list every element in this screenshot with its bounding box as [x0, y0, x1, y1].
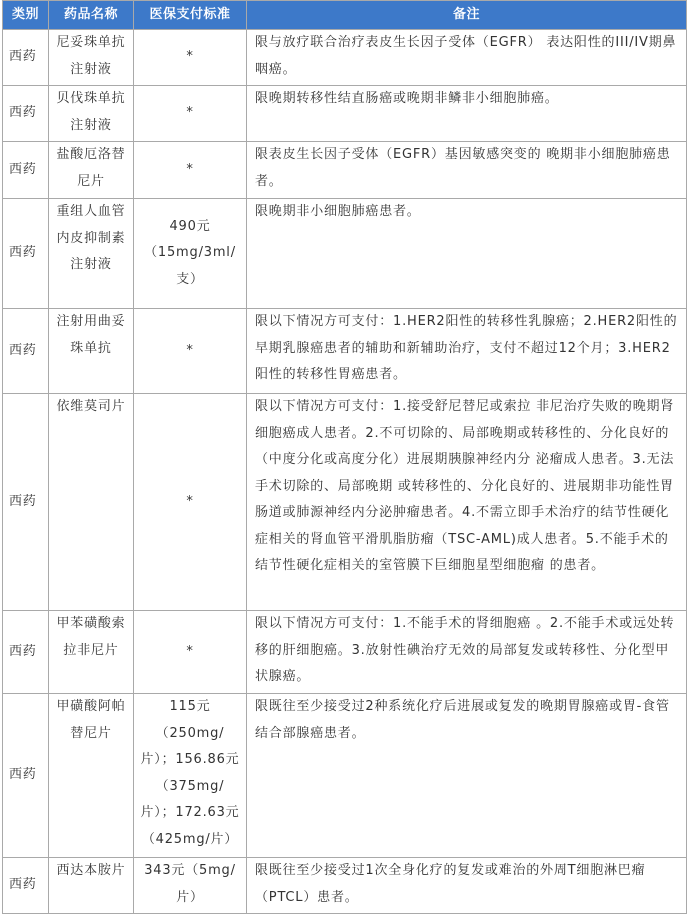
drug-reimbursement-table	[2, 0, 687, 914]
drug-name-cell: 甲磺酸阿帕替尼片	[49, 694, 134, 858]
notes-cell: 限既往至少接受过2种系统化疗后进展或复发的晚期胃腺癌或胃-食管结合部腺癌患者。	[247, 694, 687, 858]
payment-cell: 490元（15mg/3ml/支）	[134, 199, 247, 309]
payment-cell: *	[134, 611, 247, 694]
payment-cell: *	[134, 394, 247, 611]
table-row	[3, 694, 687, 858]
notes-cell: 限表皮生长因子受体（EGFR）基因敏感突变的 晚期非小细胞肺癌患者。	[247, 142, 687, 199]
payment-cell: *	[134, 142, 247, 199]
header-payment-standard: 医保支付标准	[134, 1, 247, 30]
payment-cell: *	[134, 30, 247, 86]
notes-cell: 限以下情况方可支付：1.HER2阳性的转移性乳腺癌；2.HER2阳性的早期乳腺癌患者的辅助和新辅助治疗，支付不超过12个月；3.HER2阳性的转移性胃癌患者。	[247, 309, 687, 394]
notes-cell: 限既往至少接受过1次全身化疗的复发或难治的外周T细胞淋巴瘤（PTCL）患者。	[247, 858, 687, 914]
table-row	[3, 86, 687, 142]
category-cell: 西药	[3, 858, 49, 914]
category-cell: 西药	[3, 86, 49, 142]
drug-name-cell: 西达本胺片	[49, 858, 134, 914]
drug-name-cell: 依维莫司片	[49, 394, 134, 611]
notes-cell: 限晚期转移性结直肠癌或晚期非鳞非小细胞肺癌。	[247, 86, 687, 142]
table-header-row	[3, 1, 687, 30]
table-row	[3, 858, 687, 914]
notes-cell: 限以下情况方可支付：1.不能手术的肾细胞癌 。2.不能手术或远处转移的肝细胞癌。3.放射性碘治疗无效的局部复发或转移性、分化型甲状腺癌。	[247, 611, 687, 694]
drug-name-cell: 甲苯磺酸索拉非尼片	[49, 611, 134, 694]
drug-name-cell: 尼妥珠单抗注射液	[49, 30, 134, 86]
header-notes: 备注	[247, 1, 687, 30]
category-cell: 西药	[3, 694, 49, 858]
table-row	[3, 394, 687, 611]
payment-cell: 343元（5mg/片）	[134, 858, 247, 914]
table-row	[3, 142, 687, 199]
category-cell: 西药	[3, 394, 49, 611]
payment-cell: *	[134, 86, 247, 142]
table-row	[3, 30, 687, 86]
drug-name-cell: 盐酸厄洛替尼片	[49, 142, 134, 199]
category-cell: 西药	[3, 142, 49, 199]
header-drug-name: 药品名称	[49, 1, 134, 30]
category-cell: 西药	[3, 30, 49, 86]
category-cell: 西药	[3, 611, 49, 694]
notes-cell: 限晚期非小细胞肺癌患者。	[247, 199, 687, 309]
drug-name-cell: 重组人血管内皮抑制素注射液	[49, 199, 134, 309]
notes-cell: 限与放疗联合治疗表皮生长因子受体（EGFR） 表达阳性的III/IV期鼻咽癌。	[247, 30, 687, 86]
payment-cell: *	[134, 309, 247, 394]
drug-name-cell: 贝伐珠单抗注射液	[49, 86, 134, 142]
payment-cell: 115元（250mg/片）；156.86元（375mg/片）；172.63元（425mg/片）	[134, 694, 247, 858]
category-cell: 西药	[3, 309, 49, 394]
table-row	[3, 611, 687, 694]
drug-name-cell: 注射用曲妥珠单抗	[49, 309, 134, 394]
table-row	[3, 199, 687, 309]
notes-cell: 限以下情况方可支付：1.接受舒尼替尼或索拉 非尼治疗失败的晚期肾细胞癌成人患者。2.不可切除的、局部晚期或转移性的、分化良好的 （中度分化或高度分化）进展期胰腺神经内分 泌瘤成人患者。3.无法手术切除的、局部晚期 或转移性的、分化良好的、进展期非功能性胃肠道或肺源神经内分泌肿瘤患者。4.不需立即手术治疗的结节性硬化症相关的肾血管平滑肌脂肪瘤（TSC-AML)成人患者。5.不能手术的结节性硬化症相关的室管膜下巨细胞星型细胞瘤 的患者。	[247, 394, 687, 611]
category-cell: 西药	[3, 199, 49, 309]
header-category: 类别	[3, 1, 49, 30]
table-row	[3, 309, 687, 394]
